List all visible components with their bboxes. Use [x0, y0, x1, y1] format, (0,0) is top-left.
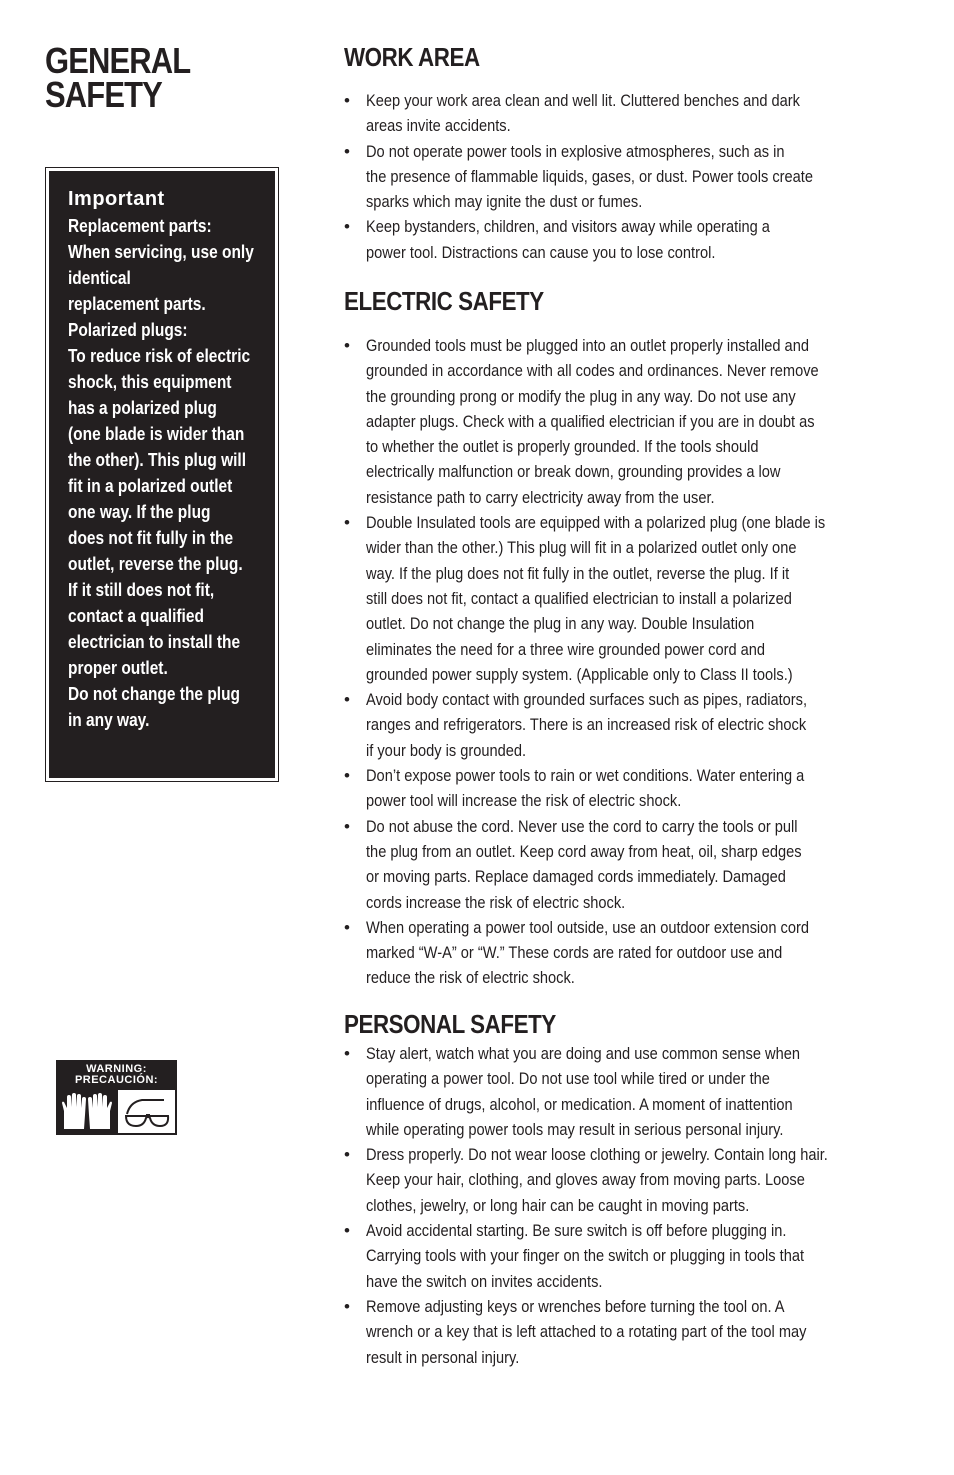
bullet-icon: • — [344, 1296, 350, 1316]
safety-goggles-icon — [118, 1090, 175, 1133]
bullet-icon: • — [344, 1145, 350, 1165]
warning-icons-row — [58, 1090, 175, 1133]
bullet-icon: • — [344, 513, 350, 533]
list-item — [344, 214, 886, 265]
list-item-text-line: Don’t expose power tools to rain or wet conditions. Water entering a — [366, 766, 805, 786]
list-item-text-line: Avoid accidental starting. Be sure switch is off before plugging in. — [366, 1221, 787, 1241]
list-item — [344, 763, 900, 814]
list-item-text-line: reduce the risk of electric shock. — [366, 968, 575, 988]
list-item-text-line: Keep bystanders, children, and visitors away while operating a — [366, 217, 770, 237]
list-item — [344, 510, 900, 687]
warning-label-english: WARNING: — [86, 1063, 147, 1075]
list-item — [344, 1041, 903, 1142]
list-item-text-line: marked “W-A” or “W.” These cords are rated for outdoor use and — [366, 943, 783, 963]
list-item-text-line: Avoid body contact with grounded surfaces such as pipes, radiators, — [366, 690, 808, 710]
important-text-line: To reduce risk of electric — [68, 346, 251, 366]
list-item-text-line: Stay alert, watch what you are doing and use common sense when — [366, 1044, 800, 1063]
important-text-line: If it still does not fit, — [68, 580, 215, 600]
important-text-line: has a polarized plug — [68, 398, 217, 418]
list-item-text-line: cords increase the risk of electric shock. — [366, 892, 626, 912]
list-item — [344, 814, 900, 915]
list-item-text-line: sparks which may ignite the dust or fumes. — [366, 192, 643, 212]
bullet-icon: • — [344, 690, 350, 710]
list-item-text-line: operating a power tool. Do not use tool while tired or under the — [366, 1069, 770, 1089]
important-text-line: Replacement parts: — [68, 216, 212, 236]
list-item — [344, 687, 900, 763]
list-item-text-line: eliminates the need for a three wire grounded power cord and — [366, 639, 766, 659]
list-item-text-line: electrically malfunction or break down, grounding provides a low — [366, 462, 781, 482]
warning-badge — [56, 1060, 177, 1135]
list-item-text-line: or moving parts. Replace damaged cords immediately. Damaged — [366, 867, 786, 887]
important-text-line: electrician to install the — [68, 632, 241, 652]
list-item-text-line: grounded in accordance with all codes and ordinances. Never remove — [366, 361, 819, 381]
list-item-text-line: still does not fit, contact a qualified electrician to install a polarized — [366, 588, 792, 608]
bullet-icon: • — [344, 336, 350, 355]
important-notice-text — [68, 213, 269, 733]
bullet-icon: • — [344, 141, 350, 161]
page-title-line-1: GENERAL — [45, 40, 191, 81]
list-item — [344, 1218, 903, 1294]
warning-label — [58, 1062, 175, 1090]
bullet-icon: • — [344, 917, 350, 937]
list-item-text-line: Double Insulated tools are equipped with a polarized plug (one blade is — [366, 513, 826, 533]
page-title — [45, 40, 191, 115]
list-item-text-line: the grounding prong or modify the plug in any way. Do not use any — [366, 386, 796, 406]
section-electric-safety — [344, 284, 900, 991]
list-item — [344, 333, 900, 510]
important-text-line: one way. If the plug — [68, 502, 211, 522]
important-heading: Important — [68, 188, 165, 210]
important-text-line: fit in a polarized outlet — [68, 476, 233, 496]
important-text-line: in any way. — [68, 710, 150, 730]
work-area-list — [344, 88, 886, 265]
list-item-text-line: Keep your work area clean and well lit. Cluttered benches and dark — [366, 91, 800, 110]
section-heading-personal-safety: PERSONAL SAFETY — [344, 1009, 556, 1039]
bullet-icon: • — [344, 217, 350, 237]
list-item-text-line: way. If the plug does not fit fully in the outlet, reverse the plug. If it — [366, 563, 790, 583]
section-work-area — [344, 40, 886, 265]
page-title-line-2: SAFETY — [45, 74, 162, 115]
list-item-text-line: Do not abuse the cord. Never use the cord to carry the tools or pull — [366, 816, 798, 836]
list-item-text-line: adapter plugs. Check with a qualified electrician if you are in doubt as — [366, 411, 815, 431]
important-text-line: Do not change the plug — [68, 684, 240, 704]
list-item-text-line: resistance path to carry electricity away from the user. — [366, 487, 715, 507]
list-item — [344, 915, 900, 991]
section-heading-work-area: WORK AREA — [344, 42, 480, 72]
bullet-icon: • — [344, 1044, 350, 1063]
bullet-icon: • — [344, 1221, 350, 1241]
important-text-line: identical — [68, 268, 131, 288]
list-item-text-line: to whether the outlet is properly grounded. If the tools should — [366, 437, 759, 457]
section-personal-safety — [344, 1007, 903, 1370]
important-notice-box — [45, 167, 279, 782]
list-item-text-line: the presence of flammable liquids, gases, or dust. Power tools create — [366, 166, 813, 186]
section-heading-electric-safety: ELECTRIC SAFETY — [344, 286, 544, 316]
personal-safety-list — [344, 1041, 903, 1370]
important-text-line: contact a qualified — [68, 606, 204, 626]
list-item-text-line: clothes, jewelry, or long hair can be caught in moving parts. — [366, 1195, 750, 1215]
warning-label-spanish: PRECAUCIÓN: — [74, 1074, 159, 1086]
important-text-line: (one blade is wider than — [68, 424, 245, 444]
important-text-line: proper outlet. — [68, 658, 168, 678]
list-item-text-line: influence of drugs, alcohol, or medication. A moment of inattention — [366, 1094, 793, 1114]
list-item-text-line: When operating a power tool outside, use an outdoor extension cord — [366, 917, 809, 937]
important-text-line: Polarized plugs: — [68, 320, 188, 340]
list-item-text-line: Grounded tools must be plugged into an outlet properly installed and — [366, 336, 809, 355]
important-text-line: shock, this equipment — [68, 372, 232, 392]
bullet-icon: • — [344, 766, 350, 786]
list-item-text-line: ranges and refrigerators. There is an increased risk of electric shock — [366, 715, 807, 735]
important-text-line: replacement parts. — [68, 294, 206, 314]
gloves-icon — [58, 1090, 115, 1133]
list-item-text-line: Remove adjusting keys or wrenches before turning the tool on. A — [366, 1296, 785, 1316]
important-text-line: outlet, reverse the plug. — [68, 554, 243, 574]
list-item-text-line: outlet. Do not change the plug in any way. Double Insulation — [366, 614, 755, 634]
list-item — [344, 1142, 903, 1218]
list-item-text-line: wrench or a key that is left attached to a rotating part of the tool may — [366, 1322, 807, 1342]
list-item-text-line: Do not operate power tools in explosive atmospheres, such as in — [366, 141, 785, 161]
list-item-text-line: the plug from an outlet. Keep cord away from heat, oil, sharp edges — [366, 841, 802, 861]
important-text-line: the other). This plug will — [68, 450, 247, 470]
list-item-text-line: result in personal injury. — [366, 1347, 520, 1367]
important-text-line: does not fit fully in the — [68, 528, 234, 548]
list-item-text-line: if your body is grounded. — [366, 740, 527, 760]
electric-safety-list — [344, 333, 900, 991]
list-item-text-line: wider than the other.) This plug will fit in a polarized outlet only one — [366, 538, 797, 558]
list-item-text-line: Keep your hair, clothing, and gloves away from moving parts. Loose — [366, 1170, 805, 1190]
bullet-icon: • — [344, 91, 350, 110]
bullet-icon: • — [344, 816, 350, 836]
list-item — [344, 88, 886, 139]
list-item — [344, 139, 886, 215]
important-text-line: When servicing, use only — [68, 242, 254, 262]
list-item-text-line: Dress properly. Do not wear loose clothing or jewelry. Contain long hair. — [366, 1145, 828, 1165]
important-notice-inner — [49, 171, 275, 778]
list-item-text-line: power tool. Distractions can cause you to lose control. — [366, 242, 716, 262]
list-item-text-line: grounded power supply system. (Applicable only to Class II tools.) — [366, 664, 793, 684]
list-item-text-line: have the switch on invites accidents. — [366, 1271, 603, 1291]
list-item-text-line: power tool will increase the risk of electric shock. — [366, 791, 682, 811]
list-item — [344, 1294, 903, 1370]
list-item-text-line: Carrying tools with your finger on the switch or plugging in tools that — [366, 1246, 805, 1266]
list-item-text-line: areas invite accidents. — [366, 116, 511, 136]
list-item-text-line: while operating power tools may result in serious personal injury. — [366, 1119, 784, 1139]
